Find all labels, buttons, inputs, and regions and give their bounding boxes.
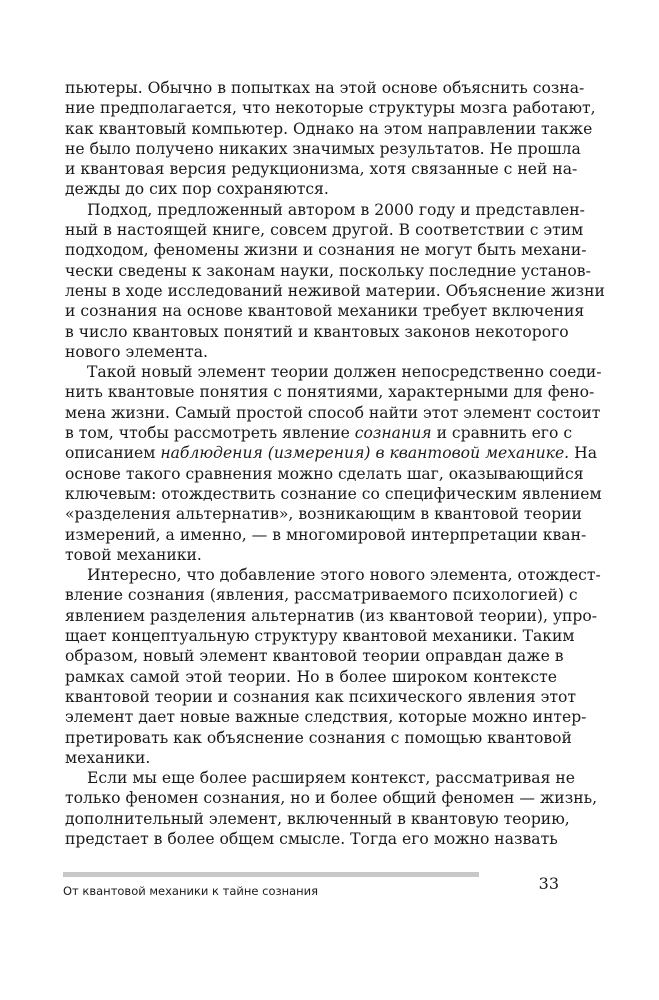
text-line: Такой новый элемент теории должен непосредственно соеди- — [87, 363, 602, 382]
text-line: в число квантовых понятий и квантовых законов некоторого — [65, 322, 569, 341]
text-line: как квантовый компьютер. Однако на этом направлении также — [65, 119, 593, 138]
text-line: Интересно, что добавление этого нового элемента, отождест- — [87, 566, 601, 585]
text-line: не было получено никаких значимых результатов. Не прошла — [65, 139, 581, 158]
text-line: и квантовая версия редукционизма, хотя связанные с ней на- — [65, 160, 578, 179]
text-line: товой механики. — [65, 545, 202, 564]
text-line: «разделения альтернатив», возникающим в квантовой теории — [65, 505, 582, 524]
text-line — [65, 423, 573, 443]
text-line: пьютеры. Обычно в попытках на этой основе объяснить созна- — [65, 79, 585, 97]
text-run: и сравнить его с — [431, 424, 573, 443]
text-line: измерений, а именно, — в многомировой интерпретации кван- — [65, 525, 587, 544]
text-line: Если мы еще более расширяем контекст, рассматривая не — [87, 769, 575, 788]
text-line: ние предполагается, что некоторые структуры мозга работают, — [65, 99, 596, 118]
text-line: ный в настоящей книге, совсем другой. В соответствии с этим — [65, 221, 584, 240]
text-line: дополнительный элемент, включенный в квантовую теорию, — [65, 809, 570, 828]
text-line: подходом, феномены жизни и сознания не могут быть механи- — [65, 241, 587, 260]
text-line: мена жизни. Самый простой способ найти этот элемент состоит — [65, 403, 601, 422]
text-line: квантовой теории и сознания как психического явления этот — [65, 687, 577, 706]
running-title: От квантовой механики к тайне сознания — [63, 884, 319, 898]
text-line: щает концептуальную структуру квантовой механики. Таким — [65, 627, 575, 646]
text-line: дежды до сих пор сохраняются. — [65, 180, 329, 199]
text-line: механики. — [65, 748, 151, 767]
text-line: Подход, предложенный автором в 2000 году и представлен- — [87, 200, 585, 219]
text-line: вление сознания (явления, рассматриваемого психологией) с — [65, 586, 578, 605]
text-line: элемент дает новые важные следствия, которые можно интер- — [65, 708, 587, 727]
text-line: и сознания на основе квантовой механики требует включения — [65, 302, 585, 321]
footer-rule — [63, 872, 479, 877]
italic-term: сознания — [354, 424, 432, 443]
page-number: 33 — [538, 874, 559, 893]
text-line: основе такого сравнения можно сделать шаг, оказывающийся — [65, 464, 584, 483]
text-run: описанием — [65, 444, 161, 463]
text-line: рамках самой этой теории. Но в более широком контексте — [65, 667, 557, 686]
text-line: только феномен сознания, но и более общий феномен — жизнь, — [65, 789, 598, 808]
page-body — [65, 78, 605, 849]
text-line: лены в ходе исследований неживой материи. Объяснение жизни — [65, 281, 605, 300]
text-line: ключевым: отождествить сознание со специфическим явлением — [65, 484, 602, 503]
text-line: чески сведены к законам науки, поскольку последние установ- — [65, 261, 591, 280]
text-line: нить квантовые понятия с понятиями, характерными для фено- — [65, 383, 595, 402]
text-line: претировать как объяснение сознания с помощью квантовой — [65, 728, 572, 747]
text-run: На — [569, 444, 597, 463]
text-line: предстает в более общем смысле. Тогда его можно назвать — [65, 829, 558, 848]
text-line — [65, 443, 597, 463]
text-line: образом, новый элемент квантовой теории оправдан даже в — [65, 647, 564, 666]
text-line: явлением разделения альтернатив (из квантовой теории), упро- — [65, 606, 598, 625]
page-footer — [63, 872, 559, 912]
text-run: в том, чтобы рассмотреть явление — [65, 424, 355, 443]
italic-term: наблюдения (измерения) в квантовой механике. — [160, 444, 570, 463]
text-line: нового элемента. — [65, 342, 208, 361]
